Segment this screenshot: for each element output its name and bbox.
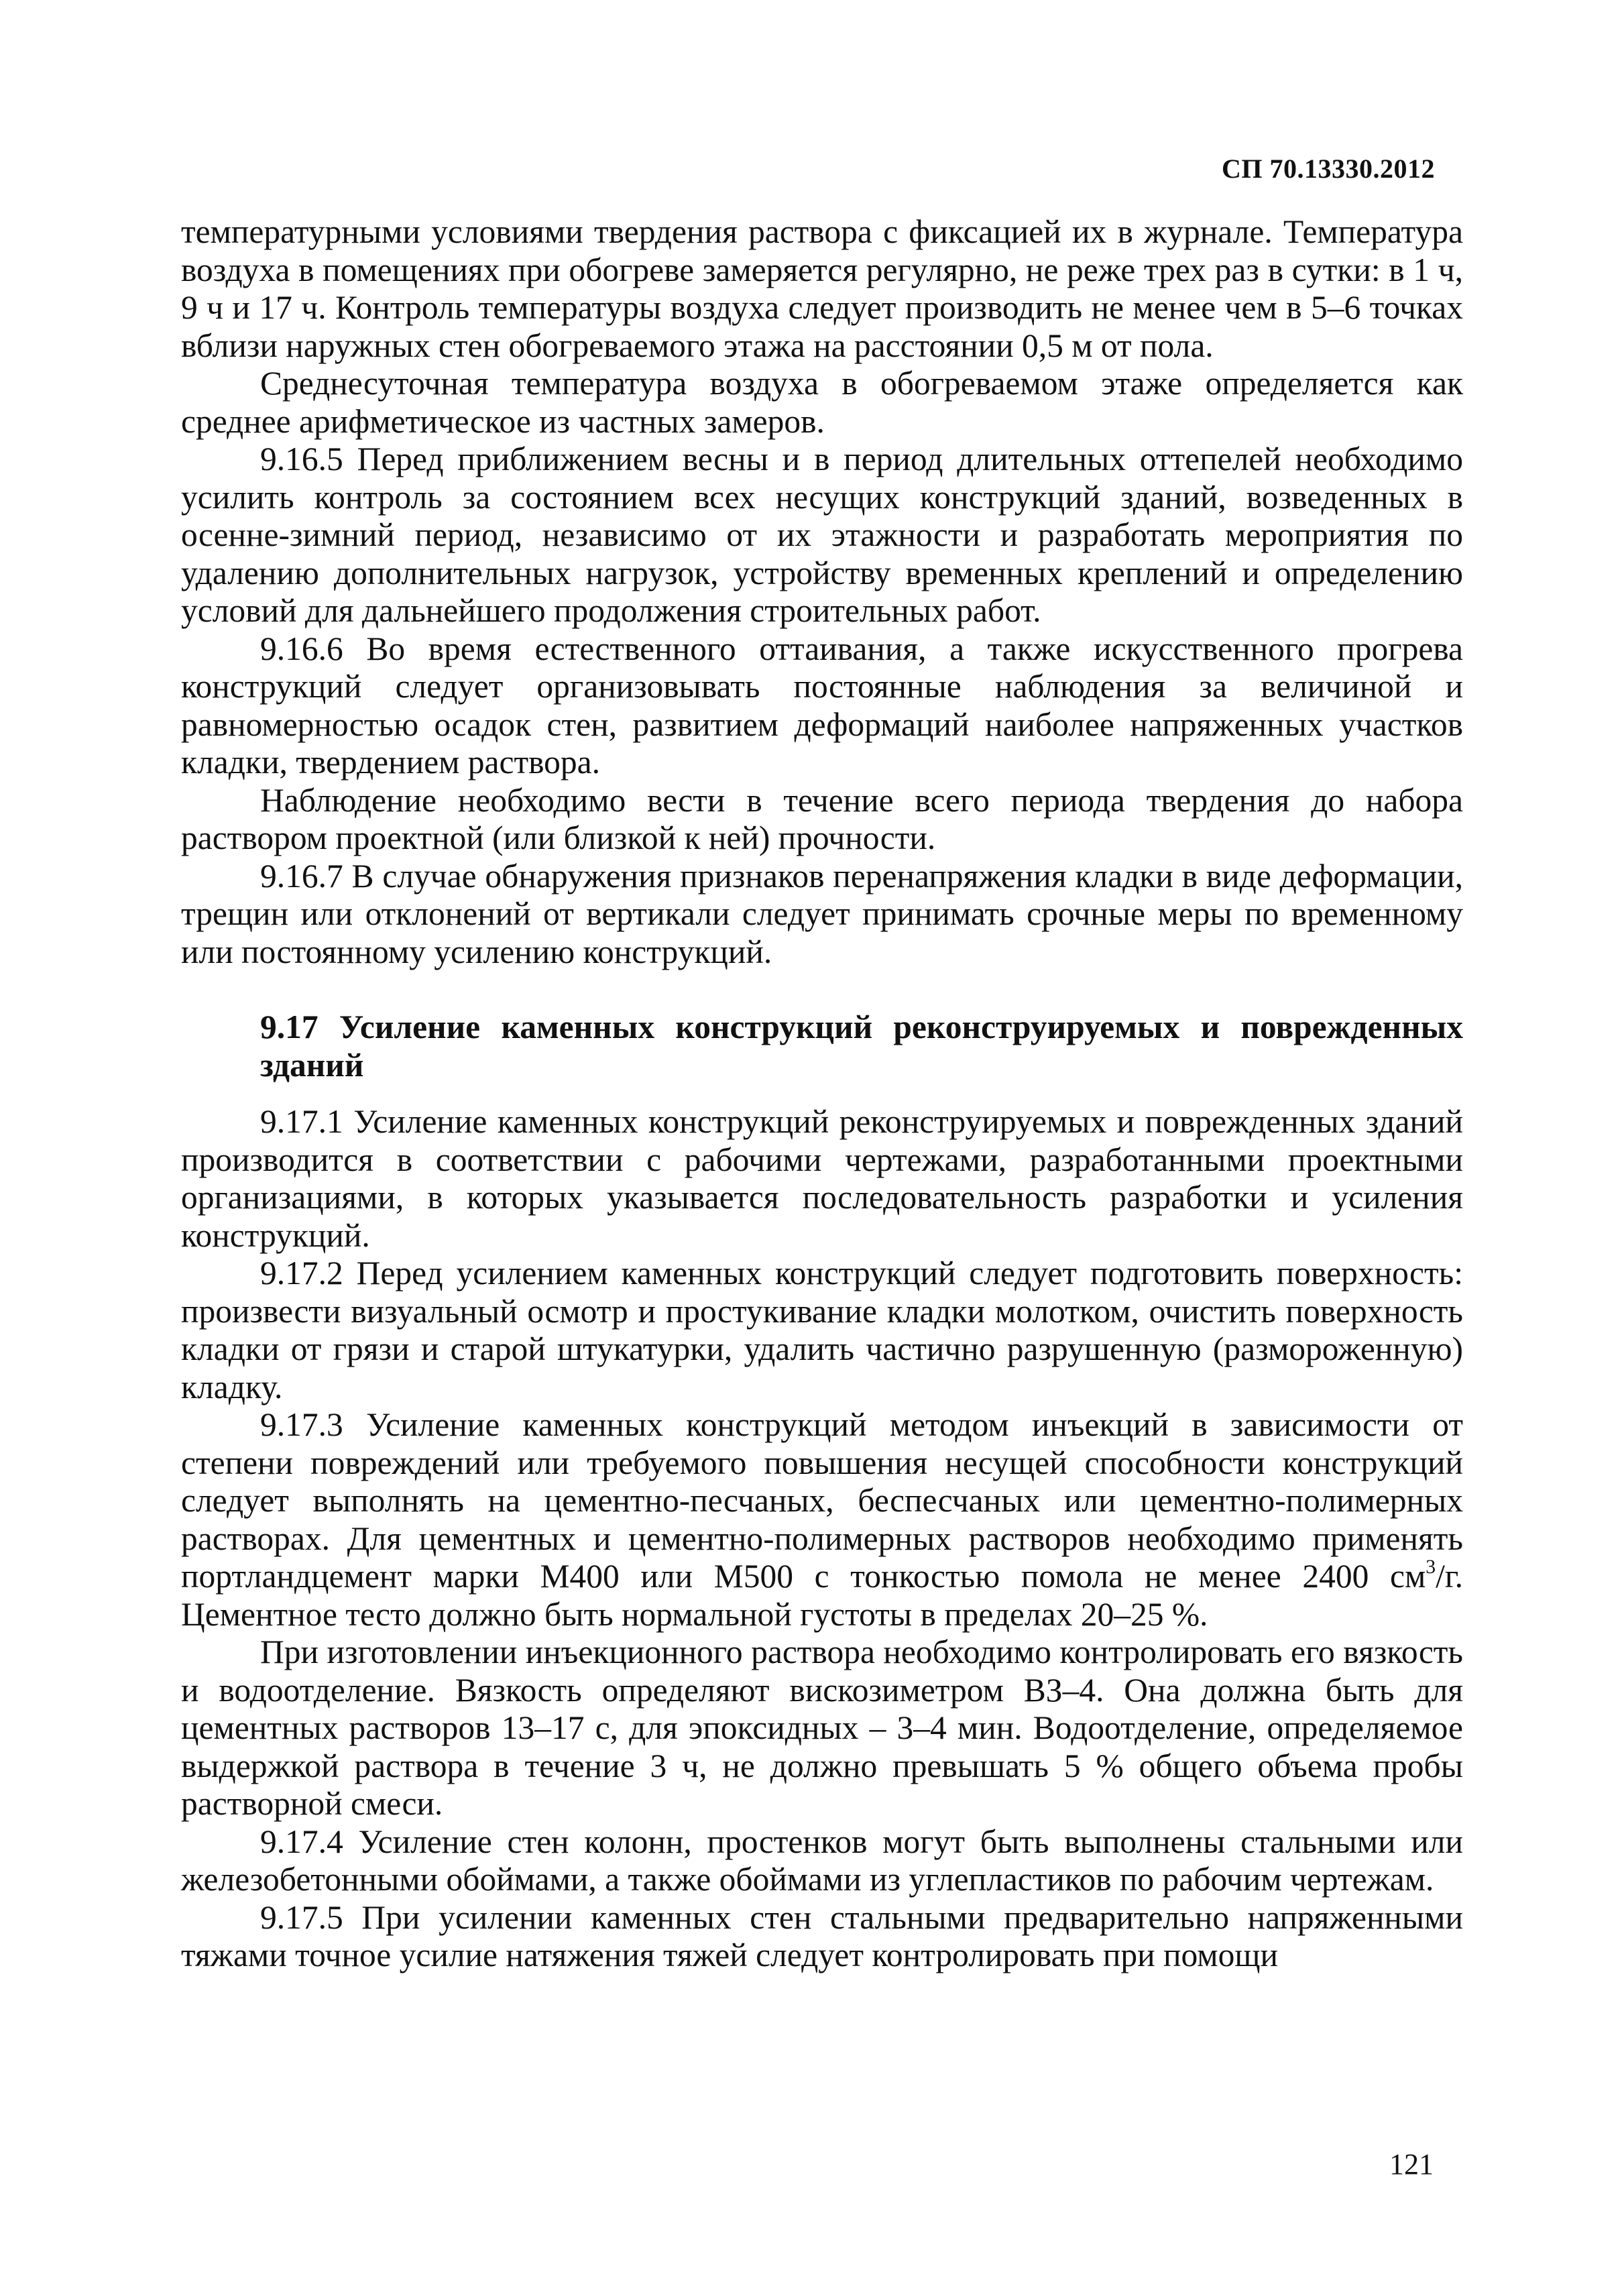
page-number: 121 bbox=[1389, 2148, 1434, 2181]
superscript-3: 3 bbox=[1426, 1556, 1436, 1578]
paragraph-9-16-5: 9.16.5 Перед приближением весны и в период длительных оттепелей необходимо усилить контроль за состоянием всех несущих конструкций зданий, возведенных в осенне-зимний период, независимо от их этажности и разработать мероприятия по удалению дополнительных нагрузок, устройству временных креплений и определению условий для дальнейшего продолжения строительных работ. bbox=[181, 441, 1463, 629]
paragraph-9-17-1: 9.17.1 Усиление каменных конструкций реконструируемых и поврежденных зданий производится в соответствии с рабочими чертежами, разработанными проектными организациями, в которых указывается последовательность разработки и усиления конструкций. bbox=[181, 1103, 1463, 1254]
paragraph-9-17-3 bbox=[181, 1406, 1463, 1633]
paragraph-average-temperature: Среднесуточная температура воздуха в обогреваемом этаже определяется как среднее арифметическое из частных замеров. bbox=[181, 365, 1463, 440]
paragraph-injection-solution: При изготовлении инъекционного раствора необходимо контролировать его вязкость и водоотделение. Вязкость определяют вискозиметром ВЗ–4. Она должна быть для цементных растворов 13–17 с, для эпоксидных – 3–4 мин. Водоотделение, определяемое выдержкой раствора в течение 3 ч, не должно превышать 5 % общего объема пробы растворной смеси. bbox=[181, 1633, 1463, 1822]
paragraph-9-16-7: 9.16.7 В случае обнаружения признаков перенапряжения кладки в виде деформации, трещин или отклонений от вертикали следует принимать срочные меры по временному или постоянному усилению конструкций. bbox=[181, 857, 1463, 970]
paragraph-9-16-6: 9.16.6 Во время естественного оттаивания, а также искусственного прогрева конструкций следует организовывать постоянные наблюдения за величиной и равномерностью осадок стен, развитием деформаций наиболее напряженных участков кладки, твердением раствора. bbox=[181, 630, 1463, 781]
section-heading-9-17: 9.17 Усиление каменных конструкций реконструируемых и поврежденных зданий bbox=[260, 1009, 1463, 1084]
paragraph-9-17-3-text-end: /г. Цементное тесто должно быть нормальной густоты в пределах 20–25 %. bbox=[181, 1558, 1463, 1633]
paragraph-9-17-5: 9.17.5 При усилении каменных стен стальными предварительно напряженными тяжами точное усилие натяжения тяжей следует контролировать при помощи bbox=[181, 1898, 1463, 1973]
document-code: СП 70.13330.2012 bbox=[1222, 154, 1435, 184]
paragraph-observation: Наблюдение необходимо вести в течение всего периода твердения до набора раствором проектной (или близкой к ней) прочности. bbox=[181, 781, 1463, 856]
body-text bbox=[181, 213, 1463, 1975]
paragraph-9-17-3-text: 9.17.3 Усиление каменных конструкций методом инъекций в зависимости от степени повреждений или требуемого повышения несущей способности конструкций следует выполнять на цементно-песчаных, беспесчаных или цементно-полимерных растворах. Для цементных и цементно-полимерных растворов необходимо применять портландцемент марки М400 или М500 с тонкостью помола не менее 2400 см bbox=[181, 1406, 1463, 1595]
paragraph-continuation: температурными условиями твердения раствора с фиксацией их в журнале. Температура воздуха в помещениях при обогреве замеряется регулярно, не реже трех раз в сутки: в 1 ч, 9 ч и 17 ч. Контроль температуры воздуха следует производить не менее чем в 5–6 точках вблизи наружных стен обогреваемого этажа на расстоянии 0,5 м от пола. bbox=[181, 213, 1463, 364]
paragraph-9-17-4: 9.17.4 Усиление стен колонн, простенков могут быть выполнены стальными или железобетонными обоймами, а также обоймами из углепластиков по рабочим чертежам. bbox=[181, 1823, 1463, 1898]
paragraph-9-17-2: 9.17.2 Перед усилением каменных конструкций следует подготовить поверхность: произвести визуальный осмотр и простукивание кладки молотком, очистить поверхность кладки от грязи и старой штукатурки, удалить частично разрушенную (размороженную) кладку. bbox=[181, 1255, 1463, 1405]
